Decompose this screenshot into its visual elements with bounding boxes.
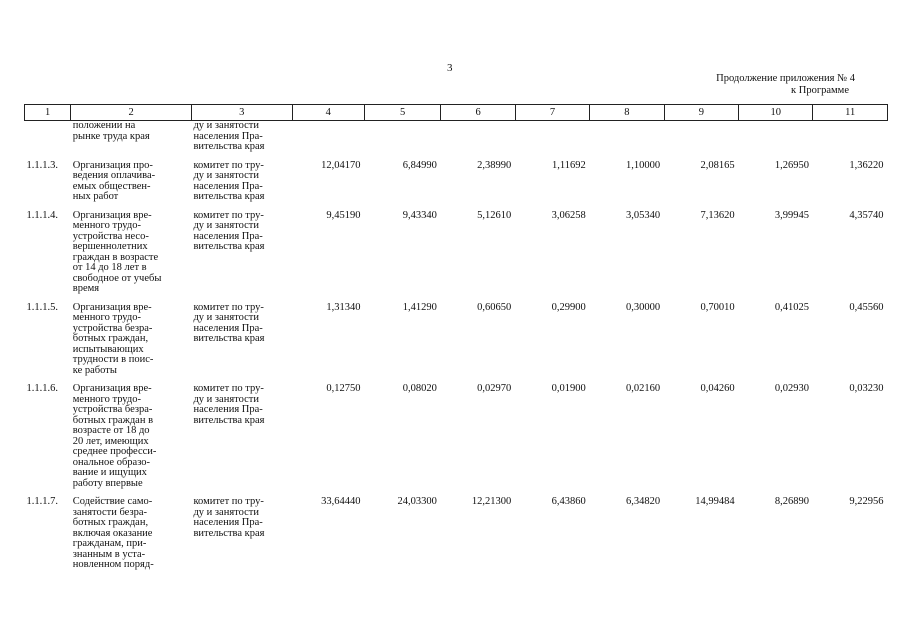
header-row <box>25 105 888 121</box>
column-header: 9 <box>664 105 738 121</box>
row-value: 3,99945 <box>774 209 809 221</box>
row-value: 7,13620 <box>700 209 735 221</box>
column-header: 6 <box>441 105 515 121</box>
column-header: 7 <box>515 105 589 121</box>
row-value: 9,22956 <box>849 496 884 507</box>
row-value: 0,08020 <box>402 383 437 394</box>
row-code: 1.1.1.5. <box>26 301 58 313</box>
row-value: 6,43860 <box>551 496 586 507</box>
row-value: 4,35740 <box>849 209 884 221</box>
row-code: 1.1.1.3. <box>26 159 58 171</box>
row-executor: комитет по тру- ду и занятости населения Пра- вительства края <box>193 209 265 252</box>
row-value: 0,45560 <box>849 301 884 313</box>
column-header: 5 <box>364 105 440 121</box>
row-name: Организация вре- менного трудо- устройства безра- ботных граждан в возрасте от 18 до 20 лет, имеющих среднее професси- ональное образо- вание и ищущих работу впервые <box>72 383 157 489</box>
table-row <box>25 161 888 211</box>
continuation-header <box>716 73 855 97</box>
row-value: 0,02970 <box>477 383 512 394</box>
column-header: 1 <box>25 105 71 121</box>
row-code: 1.1.1.7. <box>26 496 58 507</box>
row-value: 2,08165 <box>700 159 735 171</box>
row-value: 1,26950 <box>774 159 809 171</box>
column-header: 10 <box>739 105 813 121</box>
row-value: 1,31340 <box>326 301 361 313</box>
table-row <box>25 303 888 385</box>
row-value: 3,06258 <box>551 209 586 221</box>
table-row <box>25 384 888 497</box>
row-value: 1,36220 <box>849 159 884 171</box>
program-table <box>24 104 888 579</box>
row-value: 6,84990 <box>402 159 437 171</box>
row-value: 24,03300 <box>397 496 437 507</box>
row-name: Организация вре- менного трудо- устройства безра- ботных граждан, испытывающих трудности в поис- ке работы <box>72 301 154 376</box>
row-value: 2,38990 <box>477 159 512 171</box>
row-executor: комитет по тру- ду и занятости населения Пра- вительства края <box>193 496 265 539</box>
column-header: 2 <box>71 105 192 121</box>
row-name: Содействие само- занятости безра- ботных граждан, включая оказание гражданам, при- знанным в уста- новленном поряд- <box>72 496 154 570</box>
carryover-row <box>25 121 888 161</box>
row-value: 0,02160 <box>626 383 661 394</box>
row-value: 0,02930 <box>774 383 809 394</box>
row-value: 0,41025 <box>774 301 809 313</box>
table-row <box>25 497 888 579</box>
column-header: 3 <box>191 105 292 121</box>
row-value: 0,04260 <box>700 383 735 394</box>
continuation-line-2: к Программе <box>791 85 849 96</box>
carryover-name: положении на рынке труда края <box>72 120 150 142</box>
row-name: Организация вре- менного трудо- устройства несо- вершеннолетних граждан в возрасте от 14 до 18 лет в свободное от учебы время <box>72 209 162 294</box>
row-value: 1,41290 <box>402 301 437 313</box>
row-value: 12,04170 <box>321 159 361 171</box>
row-value: 3,05340 <box>626 209 661 221</box>
continuation-line-1: Продолжение приложения № 4 <box>716 73 855 84</box>
row-value: 0,12750 <box>326 383 361 394</box>
row-code: 1.1.1.4. <box>26 209 58 221</box>
row-value: 33,64440 <box>321 496 361 507</box>
row-executor: комитет по тру- ду и занятости населения Пра- вительства края <box>193 301 265 344</box>
row-value: 0,29900 <box>551 301 586 313</box>
column-header: 4 <box>292 105 364 121</box>
table-row <box>25 211 888 303</box>
row-value: 6,34820 <box>626 496 661 507</box>
row-value: 0,30000 <box>626 301 661 313</box>
row-value: 9,43340 <box>402 209 437 221</box>
row-value: 1,10000 <box>626 159 661 171</box>
row-value: 14,99484 <box>695 496 735 507</box>
row-value: 5,12610 <box>477 209 512 221</box>
column-header: 11 <box>813 105 888 121</box>
carryover-executor: ду и занятости населения Пра- вительства края <box>193 120 265 152</box>
page-number: 3 <box>447 62 453 74</box>
column-header: 8 <box>590 105 664 121</box>
row-name: Организация про- ведения оплачива- емых обществен- ных работ <box>72 159 156 202</box>
row-executor: комитет по тру- ду и занятости населения Пра- вительства края <box>193 383 265 426</box>
row-value: 0,03230 <box>849 383 884 394</box>
row-value: 9,45190 <box>326 209 361 221</box>
row-value: 1,11692 <box>551 159 586 171</box>
row-value: 0,01900 <box>551 383 586 394</box>
row-value: 0,70010 <box>700 301 735 313</box>
row-value: 12,21300 <box>471 496 512 507</box>
row-executor: комитет по тру- ду и занятости населения Пра- вительства края <box>193 159 265 202</box>
row-value: 0,60650 <box>477 301 512 313</box>
row-value: 8,26890 <box>774 496 809 507</box>
row-code: 1.1.1.6. <box>26 383 58 394</box>
